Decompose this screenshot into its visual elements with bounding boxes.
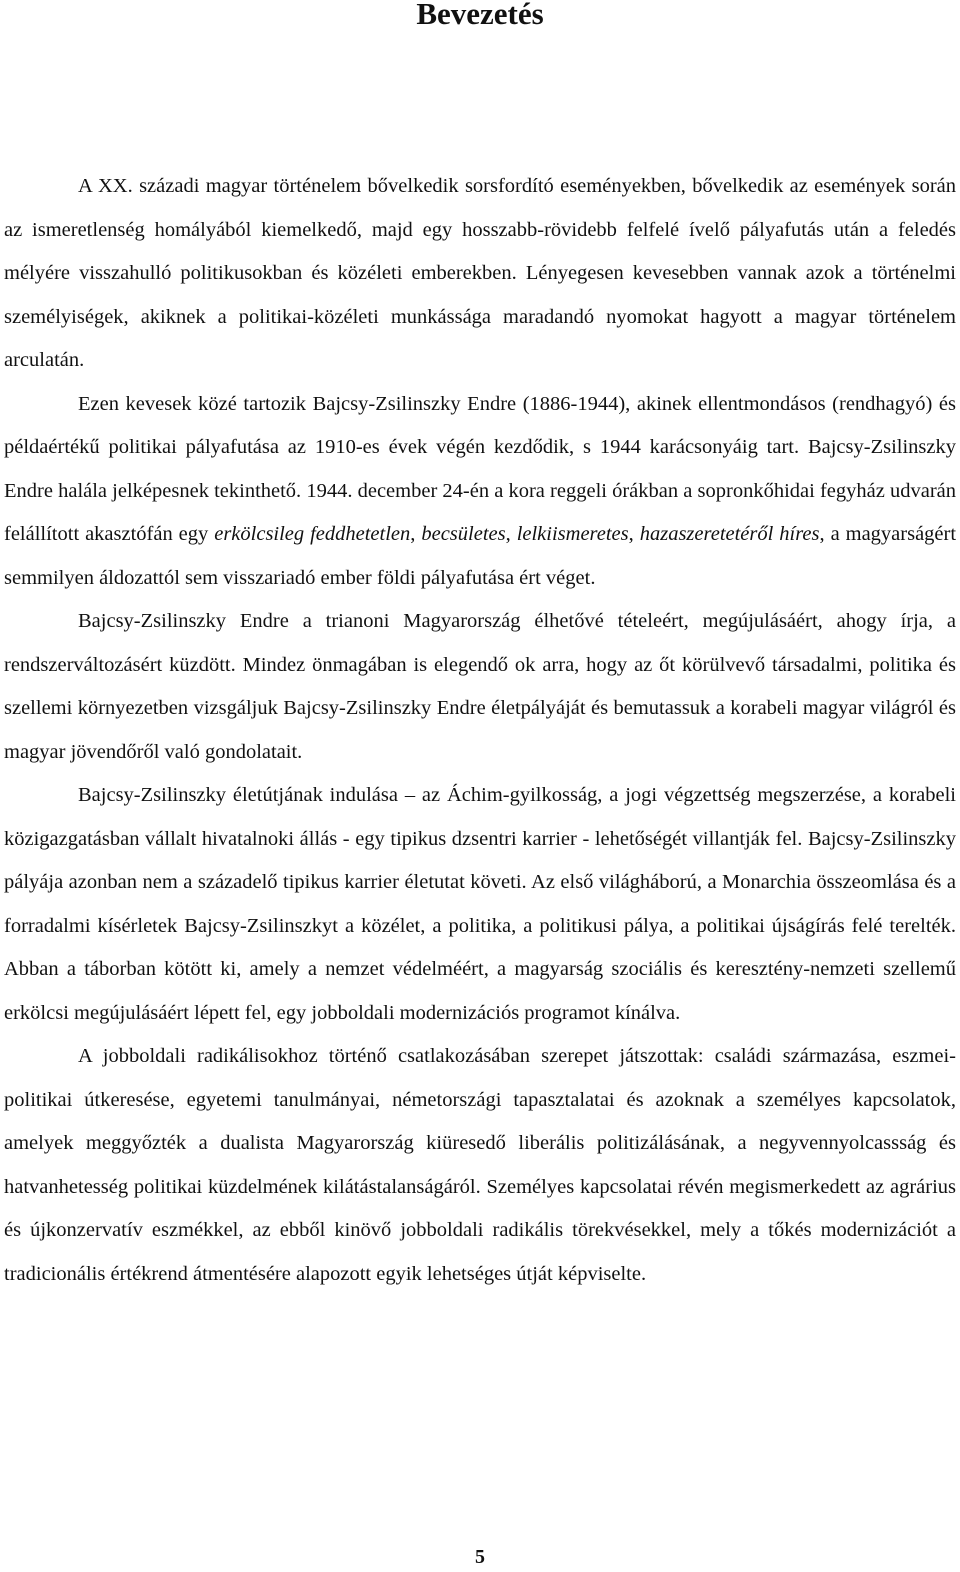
paragraph-2-lead: Ezen kevesek közé tartozik Bajcsy-Zsilinszky Endre (1886-1944), akinek ellentmondásos (rendhagyó) és példaértékű politikai pályafutása az 1910-es évek végén kezdődik, s 1944 karácsonyáig tart. Bajcsy-Zsilinszky Endre halála jelképesnek tekinthető. 1944. december 24-én a kora reggeli órákban a sopronkőhidai fegyház udvarán felállított akasztófán egy <box>4 392 956 545</box>
separator: , <box>410 523 422 545</box>
italic-phrase-1: erkölcsileg feddhetetlen <box>214 523 411 545</box>
paragraph-2 <box>4 383 956 601</box>
italic-phrase-2: becsületes <box>421 523 506 545</box>
page-number: 5 <box>475 1546 485 1568</box>
italic-phrase-4: hazaszeretetéről híres <box>639 523 820 545</box>
document-body <box>4 165 956 1296</box>
paragraph-4: Bajcsy-Zsilinszky életútjának indulása – az Áchim-gyilkosság, a jogi végzettség megszerzése, a korabeli közigazgatásban vállalt hivatalnoki állás - egy tipikus dzsentri karrier - lehetőségét villantják fel. Bajcsy-Zsilinszky pályája azonban nem a századelő tipikus karrier életutat követi. Az első világháború, a Monarchia összeomlása és a forradalmi kísérletek Bajcsy-Zsilinszkyt a közélet, a politika, a politikusi pálya, a politikai újságírás felé terelték. Abban a táborban kötött ki, amely a nemzet védelméért, a magyarság szociális és keresztény-nemzeti szellemű erkölcsi megújulásáért lépett fel, egy jobboldali modernizációs programot kínálva. <box>4 784 956 1024</box>
page-title: Bevezetés <box>416 0 544 31</box>
separator: , <box>505 523 517 545</box>
italic-phrase-3: lelkiismeretes <box>516 523 629 545</box>
paragraph-3: Bajcsy-Zsilinszky Endre a trianoni Magyarország élhetővé tételeért, megújulásáért, ahogy írja, a rendszerváltozásért küzdött. Mindez önmagában is elegendő ok arra, hogy az őt körülvevő társadalmi, politika és szellemi környezetben vizsgáljuk Bajcsy-Zsilinszky Endre életpályáját és bemutassuk a korabeli magyar világról és magyar jövendőről való gondolatait. <box>4 610 956 763</box>
paragraph-1: A XX. századi magyar történelem bővelkedik sorsfordító eseményekben, bővelkedik az események során az ismeretlenség homályából kiemelkedő, majd egy hosszabb-rövidebb felfelé ívelő pályafutás után a feledés mélyére visszahulló politikusokban és közéleti emberekben. Lényegesen kevesebben vannak azok a történelmi személyiségek, akiknek a politikai-közéleti munkássága maradandó nyomokat hagyott a magyar történelem arculatán. <box>4 175 956 371</box>
paragraph-2-tail: , a magyarságért semmilyen áldozattól sem visszariadó ember földi pályafutása ért véget. <box>4 523 957 589</box>
separator: , <box>628 523 640 545</box>
paragraph-5: A jobboldali radikálisokhoz történő csatlakozásában szerepet játszottak: családi származása, eszmei-politikai útkeresése, egyetemi tanulmányai, németországi tapasztalatai és azoknak a személyes kapcsolatok, amelyek meggyőzték a dualista Magyarország kiüresedő liberális politizálásának, a negyvennyolcassság és hatvanhetesség politikai küzdelmének kilátástalanságáról. Személyes kapcsolatai révén megismerkedett az agrárius és újkonzervatív eszmékkel, az ebből kinövő jobboldali radikális törekvésekkel, mely a tőkés modernizációt a tradicionális értékrend átmentésére alapozott egyik lehetséges útját képviselte. <box>4 1045 956 1285</box>
